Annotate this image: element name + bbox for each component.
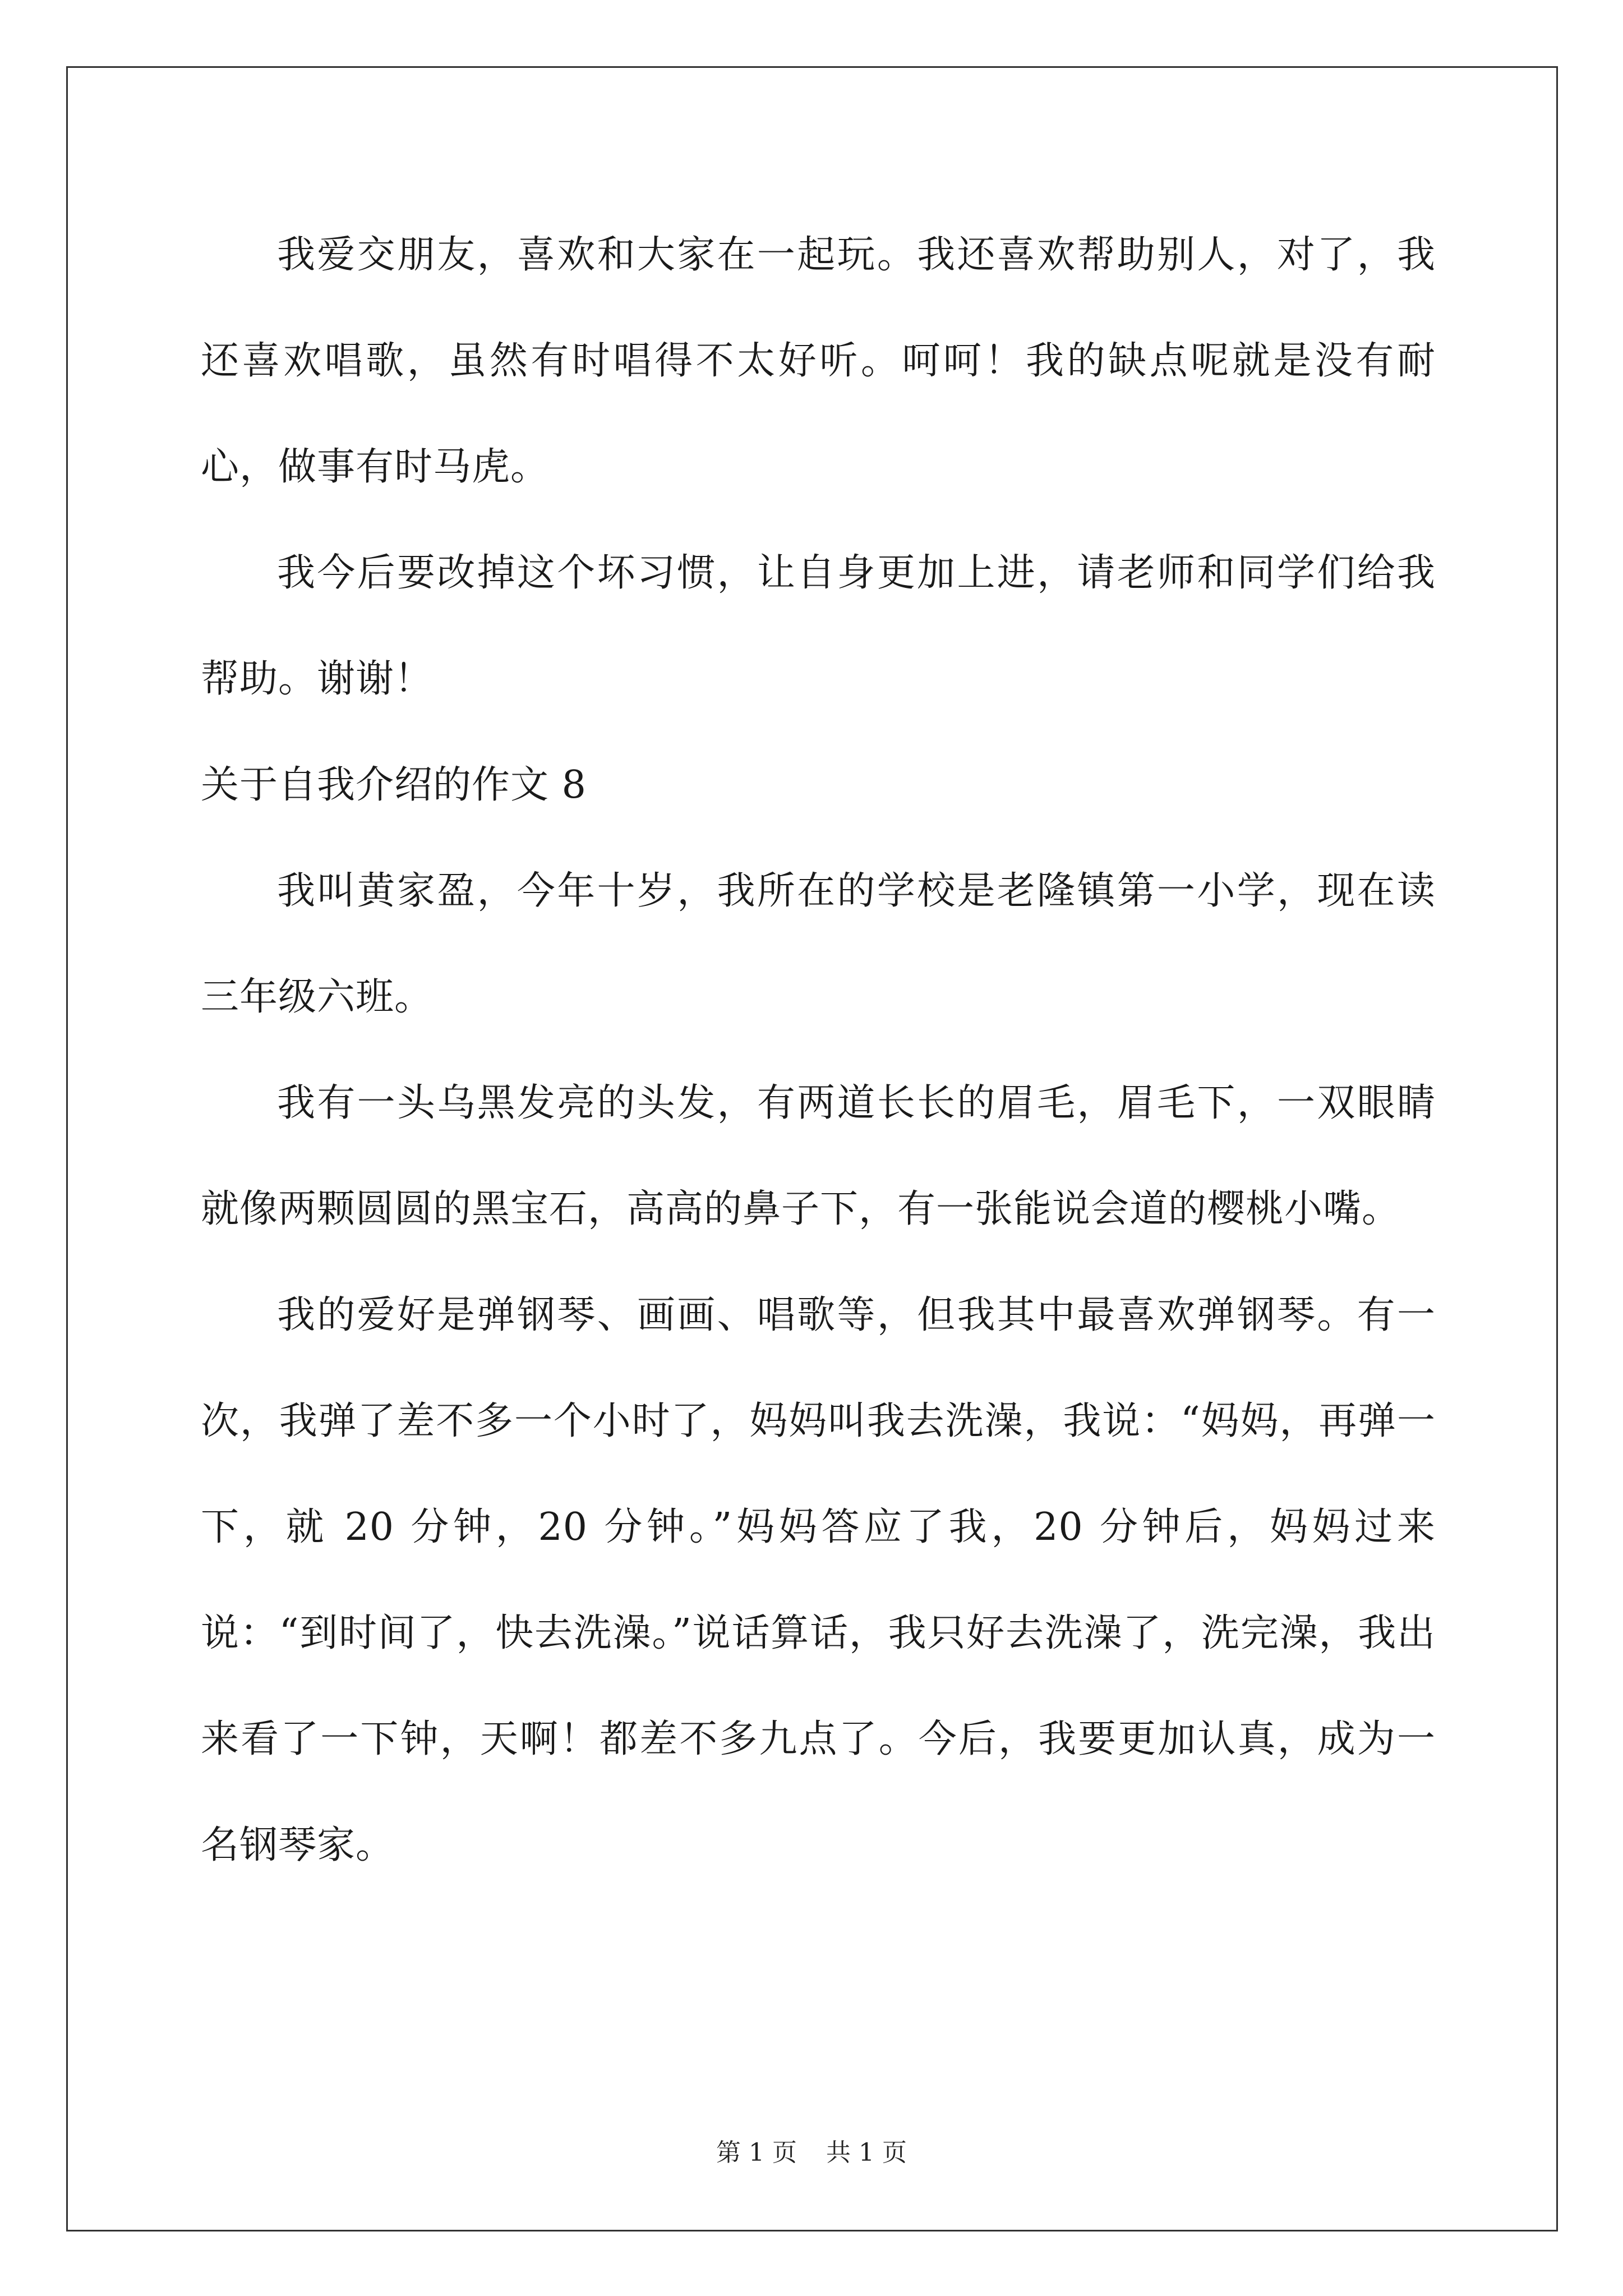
section-heading: 关于自我介绍的作文 8: [201, 763, 587, 807]
paragraph-resolution: 我今后要改掉这个坏习惯，让自身更加上进，请老师和同学们给我帮助。谢谢！: [201, 551, 1436, 701]
paragraph-appearance: 我有一头乌黑发亮的头发，有两道长长的眉毛，眉毛下，一双眼睛就像两颗圆圆的黑宝石，高高的鼻子下，有一张能说会道的樱桃小嘴。: [201, 1081, 1436, 1231]
page-footer: [0, 2136, 1623, 2170]
paragraph-piano: 我的爱好是弹钢琴、画画、唱歌等，但我其中最喜欢弹钢琴。有一次，我弹了差不多一个小时了，妈妈叫我去洗澡，我说：“妈妈，再弹一下，就 20 分钟，20 分钟。”妈妈答应了我，20 分钟后，妈妈过来说：“到时间了，快去洗澡。”说话算话，我只好去洗澡了，洗完澡，我出来看了一下钟，天啊！都差不多九点了。今后，我要更加认真，成为一名钢琴家。: [201, 1293, 1436, 1867]
page-count: 共 1 页: [826, 2138, 907, 2167]
paragraph-intro: 我叫黄家盈，今年十岁，我所在的学校是老隆镇第一小学，现在读三年级六班。: [201, 869, 1436, 1019]
page-number: 第 1 页: [716, 2138, 797, 2167]
document-body: [201, 202, 1436, 1898]
paragraph-hobbies: 我爱交朋友，喜欢和大家在一起玩。我还喜欢帮助别人，对了，我还喜欢唱歌，虽然有时唱得不太好听。呵呵！我的缺点呢就是没有耐心，做事有时马虎。: [201, 233, 1436, 489]
